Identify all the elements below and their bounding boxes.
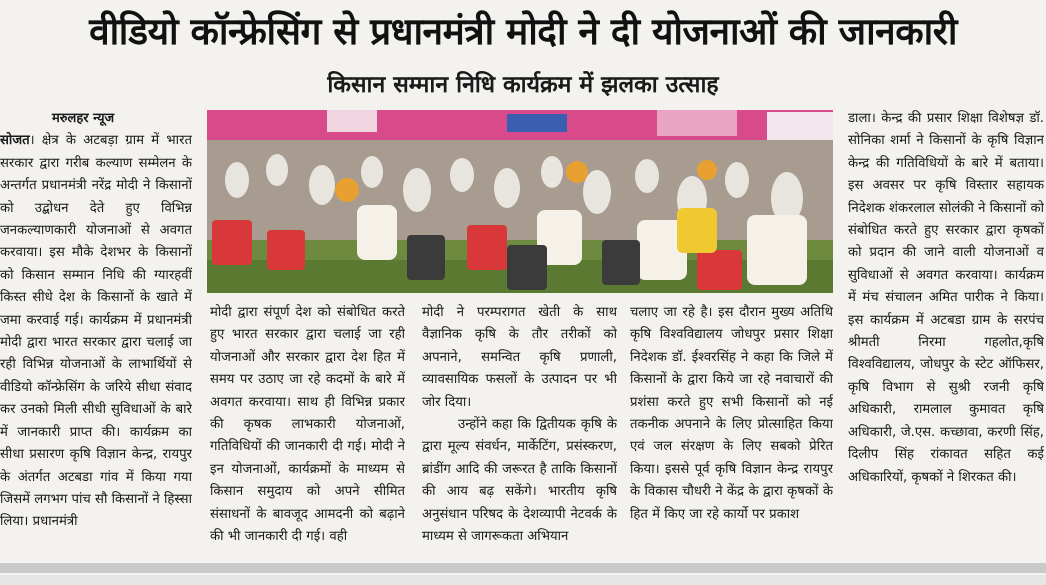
headline: वीडियो कॉन्फ्रेसिंग से प्रधानमंत्री मोदी ने दी योजनाओं की जानकारी (89, 10, 957, 53)
news-photo (207, 110, 833, 293)
column-2-paragraph-1: मोदी द्वारा संपूर्ण देश को संबोधित करते हुए भारत सरकार द्वारा चलाई जा रही योजनाओं और सरकार द्वारा देश हित में समय पर उठाए जा रहे कदमों के बारे में अवगत करवाया। साथ ही विभिन्न प्रकार की कृषक लाभकारी योजनाओं, गतिविधियों की जानकारी दी गई। मोदी ने इन योजनाओं, कार्यक्रमों के माध्यम से किसान समुदाय को अपने सीमित संसाधनों के बावजूद आमदनी को बढ़ाने की भी जानकारी दी गई। वही (210, 305, 405, 545)
subheadline: किसान सम्मान निधि कार्यक्रम में झलका उत्साह (327, 72, 719, 98)
column-3-paragraph-2: उन्होंने कहा कि द्वितीयक कृषि के द्वारा मूल्य संवर्धन, मार्केटिंग, प्रसंस्करण, ब्रांडींग आदि की जरूरत है ताकि किसानों की आय बढ़ सकेंगे। भारतीय कृषि अनुसंधान परिषद के देशव्यापी नेटवर्क के माध्यम से जागरूकता अभियान (422, 417, 617, 545)
article-column-3 (422, 302, 617, 560)
article-column-2 (210, 302, 405, 560)
article-column-1 (0, 108, 192, 560)
article-column-4 (630, 302, 833, 560)
event-crowd-photo-icon (207, 110, 833, 293)
column-3-paragraph-1: मोदी ने परम्परागत खेती के साथ वैज्ञानिक कृषि के तौर तरीकों को अपनाने, समन्वित कृषि प्रणाली, व्यावसायिक फसलों के उत्पादन पर भी जोर दिया। (422, 305, 617, 410)
column-1-paragraph-1: । क्षेत्र के अटबड़ा ग्राम में भारत सरकार द्वारा गरीब कल्याण सम्मेलन के अन्तर्गत प्रधानमंत्री नरेंद्र मोदी ने किसानों को उद्बोधन देते हुए विभिन्न जनकल्याणकारी योजनाओं से अवगत करवाया। इस मौके देशभर के किसानों को किसान सम्मान निधि की ग्यारहवीं किस्त सीधे देश के किसानों के खाते में जमा करवाई गई। कार्यक्रम में प्रधानमंत्री मोदी द्वारा भारत सरकार द्वारा चलाई जा रही विभिन्न योजनाओं के लाभार्थियों से वीडियो कॉन्फ्रेसिंग के जरिये सीधा संवाद कर उनको मिली सीधी सुविधाओं के बारे में जानकारी प्राप्त की। कार्यक्रम का सीधा प्रसारण कृषि विज्ञान केन्द्र, रायपुर के अंतर्गत अटबडा गांव में किया गया जिसमें लगभग पांच सौ किसानों ने हिस्सा लिया। प्रधानमंत्री (0, 133, 192, 530)
column-5-paragraph-1: डाला। केन्द्र की प्रसार शिक्षा विशेषज्ञ डॉ. सोनिका शर्मा ने किसानों के कृषि विज्ञान केन्द्र की गतिविधियों के बारे में बताया। इस अवसर पर कृषि विस्तार सहायक निदेशक शंकरलाल सोलंकी ने किसानों को संबोधित करते हुए सरकार द्वारा कृषकों को प्रदान की जाने वाली योजनाओं व सुविधाओं से अवगत करवाया। कार्यक्रम में मंच संचालन अमित पारीक ने किया। इस कार्यक्रम में अटबडा ग्राम के सरपंच श्रीमती निरमा गहलोत,कृषि विश्वविद्यालय, जोधपुर के स्टेट ऑफिसर, कृषि विभाग से सुश्री रजनी कृषि अधिकारी, रामलाल कुमावत कृषि अधिकारी, जे.एस. कच्छावा, करणी सिंह, दिलीप सिंह रांकावत सहित कई अधिकारियों, कृषकों ने शिरकत की। (848, 111, 1044, 485)
bottom-divider-light (0, 575, 1046, 585)
dateline-place: सोजत (0, 133, 30, 149)
column-4-paragraph-1: चलाए जा रहे है। इस दौरान मुख्य अतिथि कृषि विश्वविद्यालय जोधपुर प्रसार शिक्षा निदेशक डॉ. ईश्वरसिंह ने कहा कि जिले में किसानों के द्वारा किये जा रहे नवाचारों की प्रशंसा करते हुए सभी किसानों को नई तकनीक अपनाने के लिए प्रोत्साहित किया एवं जल संरक्षण के लिए सबको प्रेरित किया। इससे पूर्व कृषि विज्ञान केन्द्र रायपुर के विकास चौधरी ने केंद्र के द्वारा कृषकों के हित में किए जा रहे कार्यो पर प्रकाश (630, 305, 833, 522)
article-column-5 (848, 108, 1044, 560)
byline: मरुलहर न्यूज (52, 111, 115, 126)
bottom-divider (0, 563, 1046, 573)
